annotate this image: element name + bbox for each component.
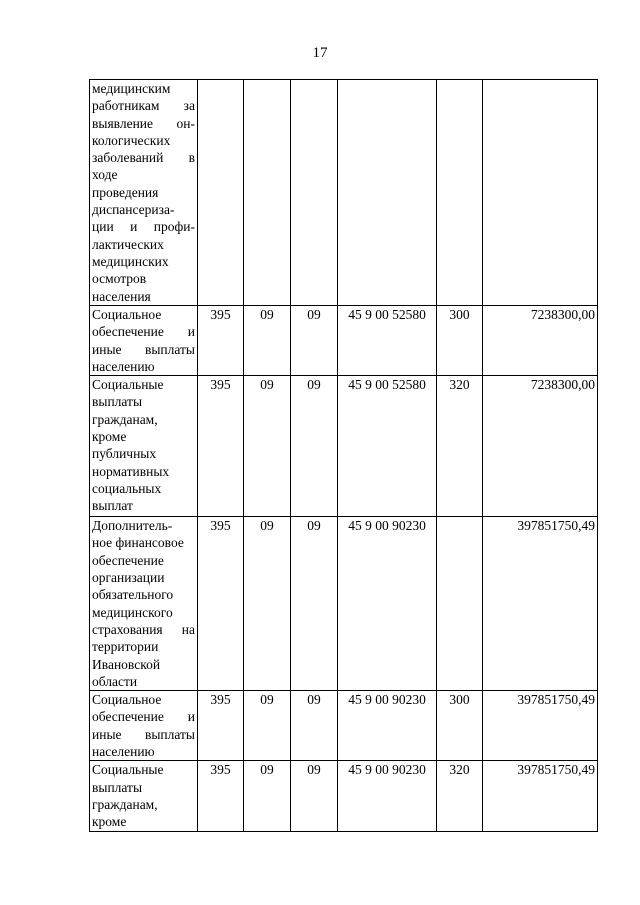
- cell-name-line: выплаты: [92, 394, 143, 410]
- cell-name-line: медицинским: [92, 81, 171, 96]
- cell-name-line: иные выплаты: [92, 341, 195, 357]
- cell-csr: 45 9 00 90230: [338, 517, 437, 691]
- cell-name-line: нормативных: [92, 463, 170, 479]
- cell-rz: 09: [244, 691, 291, 761]
- table-row: [90, 306, 598, 376]
- cell-name-line: страхования на: [92, 621, 195, 637]
- cell-rz: 09: [244, 761, 291, 831]
- cell-name-line: организации: [92, 570, 165, 586]
- cell-name-line: лактических: [92, 236, 164, 252]
- cell-name-line: Социальные: [92, 377, 164, 393]
- cell-name-line: медицинских: [92, 253, 169, 269]
- cell-name-line: ходе: [92, 167, 118, 183]
- cell-name-line: выплат: [92, 498, 133, 514]
- cell-name-line: Ивановской: [92, 656, 161, 672]
- cell-name-line: заболеваний в: [92, 150, 195, 166]
- cell-pr: 09: [291, 376, 338, 517]
- cell-name-line: кологических: [92, 132, 171, 148]
- table-row: [90, 517, 598, 691]
- cell-name-line: Дополнитель-: [92, 518, 173, 534]
- cell-name-line: проведения: [92, 184, 159, 200]
- cell-name-line: медицинского: [92, 604, 173, 620]
- cell-pr: [291, 80, 338, 306]
- cell-ved: [198, 80, 244, 306]
- cell-csr: 45 9 00 90230: [338, 761, 437, 831]
- cell-amount: 7238300,00: [483, 306, 598, 376]
- cell-vr: 300: [437, 306, 483, 376]
- cell-csr: 45 9 00 90230: [338, 691, 437, 761]
- cell-vr: [437, 517, 483, 691]
- cell-name-line: обеспечение и: [92, 324, 195, 340]
- cell-name: [90, 306, 198, 376]
- cell-amount: 397851750,49: [483, 761, 598, 831]
- cell-name-line: выплаты: [92, 779, 143, 795]
- cell-name-line: обеспечение: [92, 552, 164, 568]
- cell-name: [90, 80, 198, 306]
- cell-name-line: выявление он-: [92, 115, 195, 131]
- cell-name-line: иные выплаты: [92, 726, 195, 742]
- cell-ved: 395: [198, 691, 244, 761]
- cell-rz: 09: [244, 376, 291, 517]
- cell-amount: 397851750,49: [483, 691, 598, 761]
- cell-name-line: ное финансовое: [92, 535, 184, 551]
- cell-name-line: гражданам,: [92, 411, 158, 427]
- cell-vr: 320: [437, 376, 483, 517]
- table-row: [90, 80, 598, 306]
- cell-name-line: населению: [92, 744, 155, 760]
- cell-pr: 09: [291, 517, 338, 691]
- cell-amount: 397851750,49: [483, 517, 598, 691]
- cell-name-line: населения: [92, 288, 151, 304]
- table-body: [90, 80, 598, 832]
- cell-vr: [437, 80, 483, 306]
- cell-name-line: осмотров: [92, 271, 147, 287]
- cell-name-line: населению: [92, 358, 155, 374]
- cell-rz: 09: [244, 306, 291, 376]
- cell-name-line: ции и профи-: [92, 219, 195, 235]
- cell-name-line: диспансериза-: [92, 202, 175, 218]
- cell-name-line: социальных: [92, 480, 162, 496]
- table-row: [90, 761, 598, 831]
- cell-name-line: области: [92, 673, 138, 689]
- cell-name: [90, 376, 198, 517]
- cell-amount: [483, 80, 598, 306]
- cell-ved: 395: [198, 761, 244, 831]
- cell-csr: 45 9 00 52580: [338, 306, 437, 376]
- cell-ved: 395: [198, 306, 244, 376]
- cell-name-line: гражданам,: [92, 796, 158, 812]
- cell-name-line: Социальное: [92, 692, 162, 708]
- cell-name-line: работникам за: [92, 98, 195, 114]
- cell-name-line: кроме: [92, 814, 127, 830]
- cell-csr: [338, 80, 437, 306]
- cell-name-line: обязательного: [92, 587, 174, 603]
- cell-name: [90, 517, 198, 691]
- cell-name-line: кроме: [92, 429, 127, 445]
- table-row: [90, 691, 598, 761]
- cell-vr: 320: [437, 761, 483, 831]
- cell-csr: 45 9 00 52580: [338, 376, 437, 517]
- cell-ved: 395: [198, 517, 244, 691]
- cell-name: [90, 691, 198, 761]
- cell-amount: 7238300,00: [483, 376, 598, 517]
- cell-pr: 09: [291, 306, 338, 376]
- cell-pr: 09: [291, 761, 338, 831]
- table-row: [90, 376, 598, 517]
- cell-rz: 09: [244, 517, 291, 691]
- cell-vr: 300: [437, 691, 483, 761]
- cell-name-line: обеспечение и: [92, 709, 195, 725]
- cell-name-line: публичных: [92, 446, 157, 462]
- cell-name-line: территории: [92, 639, 159, 655]
- budget-table: [89, 79, 598, 832]
- cell-pr: 09: [291, 691, 338, 761]
- cell-name-line: Социальные: [92, 762, 164, 778]
- cell-ved: 395: [198, 376, 244, 517]
- cell-rz: [244, 80, 291, 306]
- page-number: 17: [312, 45, 328, 61]
- cell-name: [90, 761, 198, 831]
- cell-name-line: Социальное: [92, 307, 162, 322]
